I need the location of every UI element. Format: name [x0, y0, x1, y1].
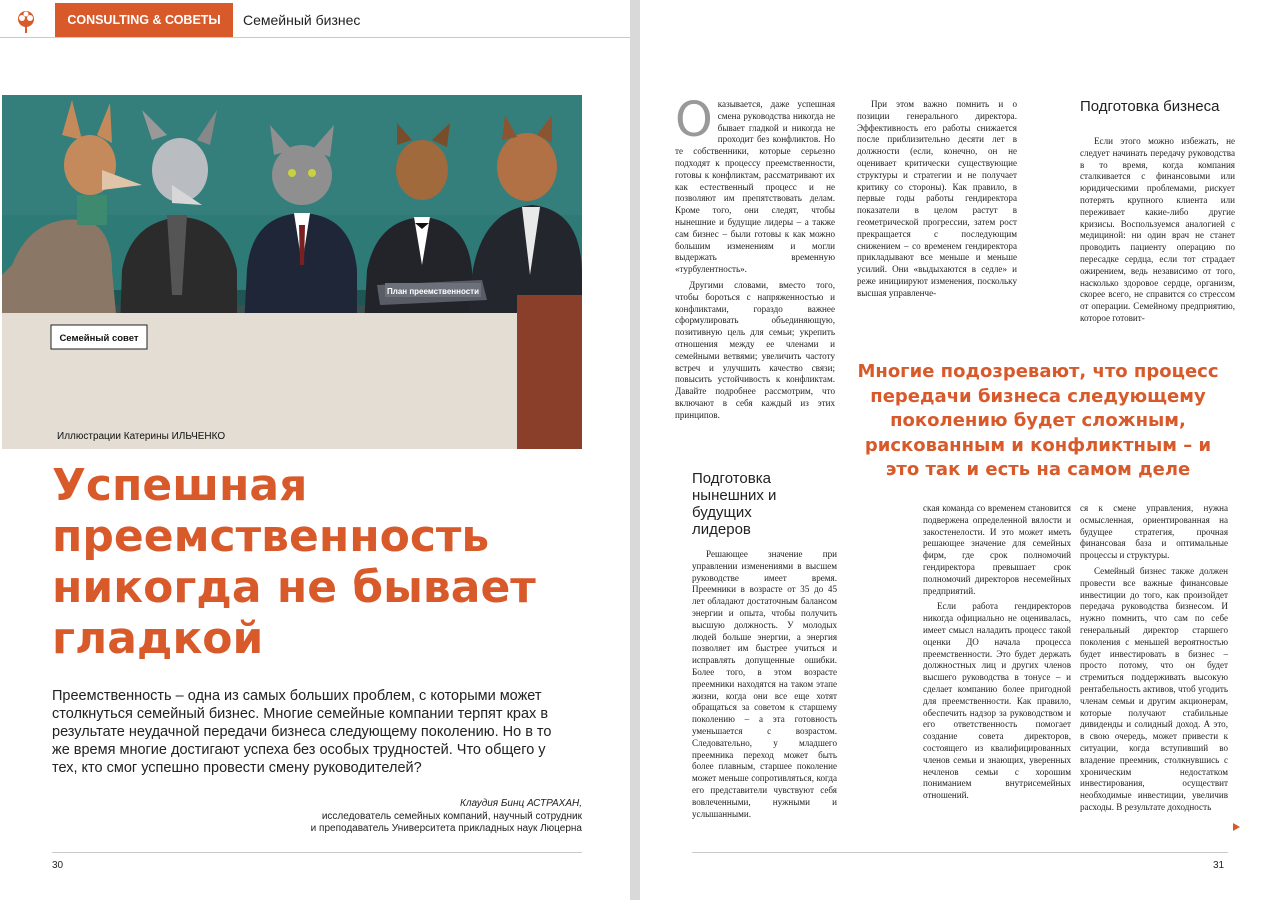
illustration-credit: Иллюстрации Катерины ИЛЬЧЕНКО	[57, 431, 226, 442]
paragraph: ся к смене управления, нужна осмысленная, ориентированная на будущее стратегия, прочная финансовая база и оптимальные процессы и структуры.	[1080, 503, 1228, 561]
paragraph: Решающее значение при управлении изменениями в высшем руководстве имеет время. Преемники в возрасте от 35 до 45 лет обладают достаточным балансом энергии и опыта, чтобы получить высшую должность. У молодых людей больше энергии, а энергия позволяет им быстрее учиться и исправлять допущенные ошибки. Более того, в этом возрасте преемники находятся на таком этапе жизни, когда они все еще хотят обращаться за советом к старшему поколению – а эта готовность уменьшается с возрастом. Следовательно, у младшего преемника переход может быть более плавным, старшее поколение может меньше сопротивляться, когда его представители чувствуют себя вовлеченными, нужными и услышанными.	[692, 549, 837, 819]
author-block	[182, 798, 582, 836]
family-council-sign: Семейный совет	[59, 333, 139, 344]
column-3-bottom	[1080, 503, 1228, 839]
author-name: Клаудия Бинц АСТРАХАН,	[459, 798, 582, 809]
illustration	[2, 95, 582, 449]
subheading-business: Подготовка бизнеса	[1080, 98, 1220, 115]
author-role-1: исследователь семейных компаний, научный сотрудник	[321, 810, 582, 822]
page-number-left: 30	[52, 860, 64, 871]
left-page	[0, 0, 630, 900]
paragraph: казывается, даже успешная смена руководства никогда не бывает гладкой и никогда не проходит без конфликтов. Но те собственники, которые серьезно подходят к процессу преемственности, готовы к конфликтам, рассматривают их как естественный процесс и не позволяют им препятствовать делам. Кроме того, они следят, чтобы нынешние и будущие лидеры – а также сам бизнес – были готовы к как можно большим изменениям и могли выдержать временную «турбулентность».	[675, 99, 835, 275]
paragraph: Другими словами, вместо того, чтобы бороться с напряженностью и конфликтами, гораздо важнее сформулировать объединяющую, позитивную цель для семьи; укрепить отношения между ее членами и семейными ветвями; увеличить частоту встреч и улучшить качество связи; повысить устойчивость к конфликтам. Давайте подробнее рассмотрим, что включают в себя каждый из этих принципов.	[675, 279, 835, 420]
paragraph: Если этого можно избежать, не следует начинать передачу руководства в то время, когда компания сталкивается с финансовыми или юридическими проблемами, рискует потерять крупного клиента или переживает какие-либо другие кризисы. Воспользуемся аналогией с медициной: ни один врач не станет проводить пациенту операцию по пересадке сердца, если тот страдает ожирением, ведь независимо от того, насколько здоровое сердце, организм, скорее всего, не справится со стрессом от операции. Семейному предприятию, которое готовит-	[1080, 136, 1235, 323]
column-2-bottom	[923, 503, 1071, 839]
column-1-top	[675, 99, 835, 457]
pull-quote: Многие подозревают, что процесс передачи бизнеса следующему поколению будет сложным, рискованным и конфликтным – и это так и есть на самом деле	[857, 361, 1219, 480]
category-tag: CONSULTING & СОВЕТЫ	[55, 3, 233, 37]
plan-sign: План преемственности	[386, 287, 480, 296]
footer-rule	[52, 852, 582, 853]
paragraph: При этом важно помнить и о позиции генерального директора. Эффективность его работы снижается после приблизительно десяти лет в должности (если, конечно, он не оценивает критически существующие структуры и стратегии и не получает критику со стороны). Как правило, в первые годы работы гендиректора показатели в целом растут в геометрической прогрессии, затем рост прекращается с последующим снижением – со временем гендиректора прикладывают все меньше и меньше усилий. Они «выдыхаются в седле» и реже инициируют изменения, поскольку высшая управленче-	[857, 99, 1017, 298]
paragraph: Семейный бизнес также должен провести все важные финансовые инвестиции до того, как произойдет передача руководства бизнесом. И нужно помнить, что сам по себе генеральный директор старшего поколения с меньшей вероятностью будет инвестировать в бизнес – просто потому, что он будет стремиться поддерживать высокую рентабельность активов, чтоб угодить членам семьи и другим акционерам, которые получают стабильные дивиденды и солидный доход. А это, в свою очередь, может привести к ситуации, когда вступивший во владение преемник, столкнувшись с хроническим недостатком инвестирования, осуществит необходимые инвестиции, увеличив расходы. В результате доходность	[1080, 565, 1228, 812]
continue-arrow-icon	[1233, 823, 1240, 831]
header-rule	[0, 37, 630, 38]
column-3-top	[1080, 136, 1235, 344]
author-role-2: и преподаватель Университета прикладных наук Люцерна	[310, 823, 582, 834]
page-number-right: 31	[1213, 860, 1225, 871]
subheading-leaders: Подготовка нынешних и будущих лидеров	[692, 470, 777, 538]
paragraph: Если работа гендиректоров никогда официально не оценивалась, имеет смысл наладить процесс такой оценки ДО начала процесса преемственности. Это будет держать должностных лиц и других членов высшего руководства в тонусе – и сделает компанию более пригодной для преемственности. Как правило, обеспечить надзор за руководством и его ответственность помогает создание совета директоров, состоящего из квалифицированных членов семьи и знающих, уверенных нечленов семьи с хорошим пониманием внутрисемейных отношений.	[923, 601, 1071, 801]
drop-cap: О	[675, 99, 713, 148]
column-2-top	[857, 99, 1017, 345]
article-lead: Преемственность – одна из самых больших проблем, с которыми может столкнуться семейный бизнес. Многие семейные компании терпят крах в результате неудачной передачи бизнеса следующему поколению. Но в то же время многие достигают успеха без особых трудностей. Что общего у тех, кто смог успешно провести смену руководителей?	[52, 688, 552, 776]
column-1-bottom	[692, 549, 837, 839]
article-title: Успешная преемственность никогда не бывает гладкой	[52, 460, 536, 664]
section-title: Семейный бизнес	[243, 12, 361, 28]
paragraph: ская команда со временем становится подвержена определенной вялости и закостенелости. И это может иметь решающее значение для семейных фирм, где срок полномочий гендиректора превышает срок полномочий директоров несемейных предприятий.	[923, 503, 1071, 596]
footer-rule	[692, 852, 1228, 853]
right-page	[640, 0, 1271, 900]
tree-logo-icon	[14, 10, 38, 34]
